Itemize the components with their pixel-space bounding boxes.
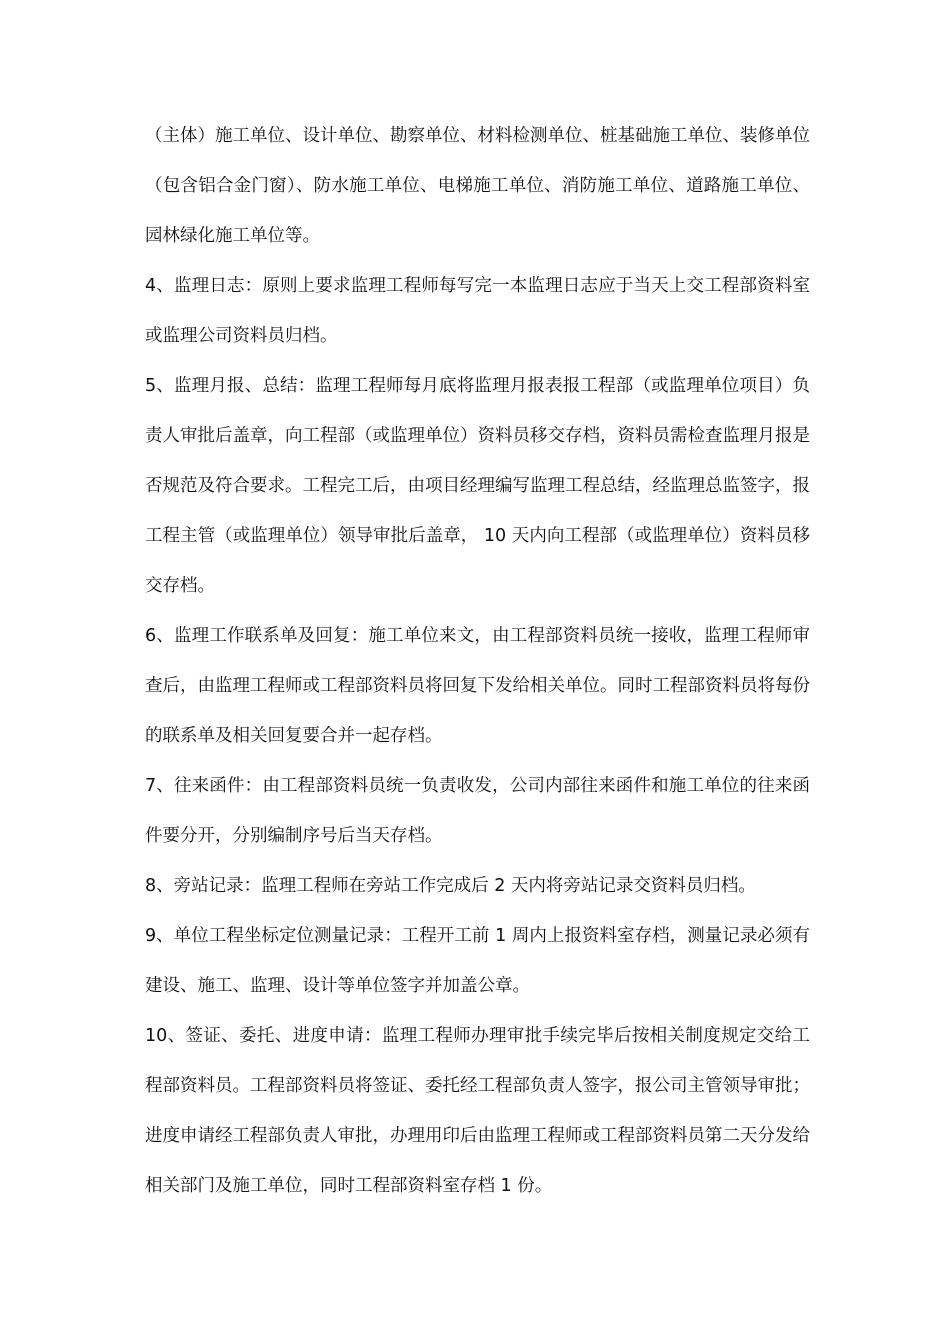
paragraph-item-8: 8、旁站记录：监理工程师在旁站工作完成后 2 天内将旁站记录交资料员归档。 [145, 876, 756, 896]
paragraph-item-5: 5、监理月报、总结：监理工程师每月底将监理月报表报工程部（或监理单位项目）负责人审批后盖章，向工程部（或监理单位）资料员移交存档，资料员需检查监理月报是否规范及符合要求。工程完工后，由项目经理编写监理工程总结，经监理总监签字，报工程主管（或监理单位）领导审批后盖章， 10 天内向工程部（或监理单位）资料员移交存档。 [145, 376, 810, 596]
paragraph-item-4: 4、监理日志：原则上要求监理工程师每写完一本监理日志应于当天上交工程部资料室或监理公司资料员归档。 [145, 276, 810, 346]
paragraph-item-6: 6、监理工作联系单及回复：施工单位来文，由工程部资料员统一接收，监理工程师审查后，由监理工程师或工程部资料员将回复下发给相关单位。同时工程部资料员将每份的联系单及相关回复要合并一起存档。 [145, 626, 810, 746]
paragraph-item-7: 7、往来函件：由工程部资料员统一负责收发，公司内部往来函件和施工单位的往来函件要分开，分别编制序号后当天存档。 [145, 776, 810, 846]
paragraph-item-9: 9、单位工程坐标定位测量记录：工程开工前 1 周内上报资料室存档，测量记录必须有建设、施工、监理、设计等单位签字并加盖公章。 [145, 926, 810, 996]
body-text [145, 111, 810, 1211]
paragraph-item-10: 10、签证、委托、进度申请：监理工程师办理审批手续完毕后按相关制度规定交给工程部资料员。工程部资料员将签证、委托经工程部负责人签字，报公司主管领导审批；进度申请经工程部负责人审批，办理用印后由监理工程师或工程部资料员第二天分发给相关部门及施工单位，同时工程部资料室存档 1 份。 [145, 1026, 810, 1196]
paragraph-continuation: （主体）施工单位、设计单位、勘察单位、材料检测单位、桩基础施工单位、装修单位（包含铝合金门窗）、防水施工单位、电梯施工单位、消防施工单位、道路施工单位、园林绿化施工单位等。 [145, 126, 810, 246]
